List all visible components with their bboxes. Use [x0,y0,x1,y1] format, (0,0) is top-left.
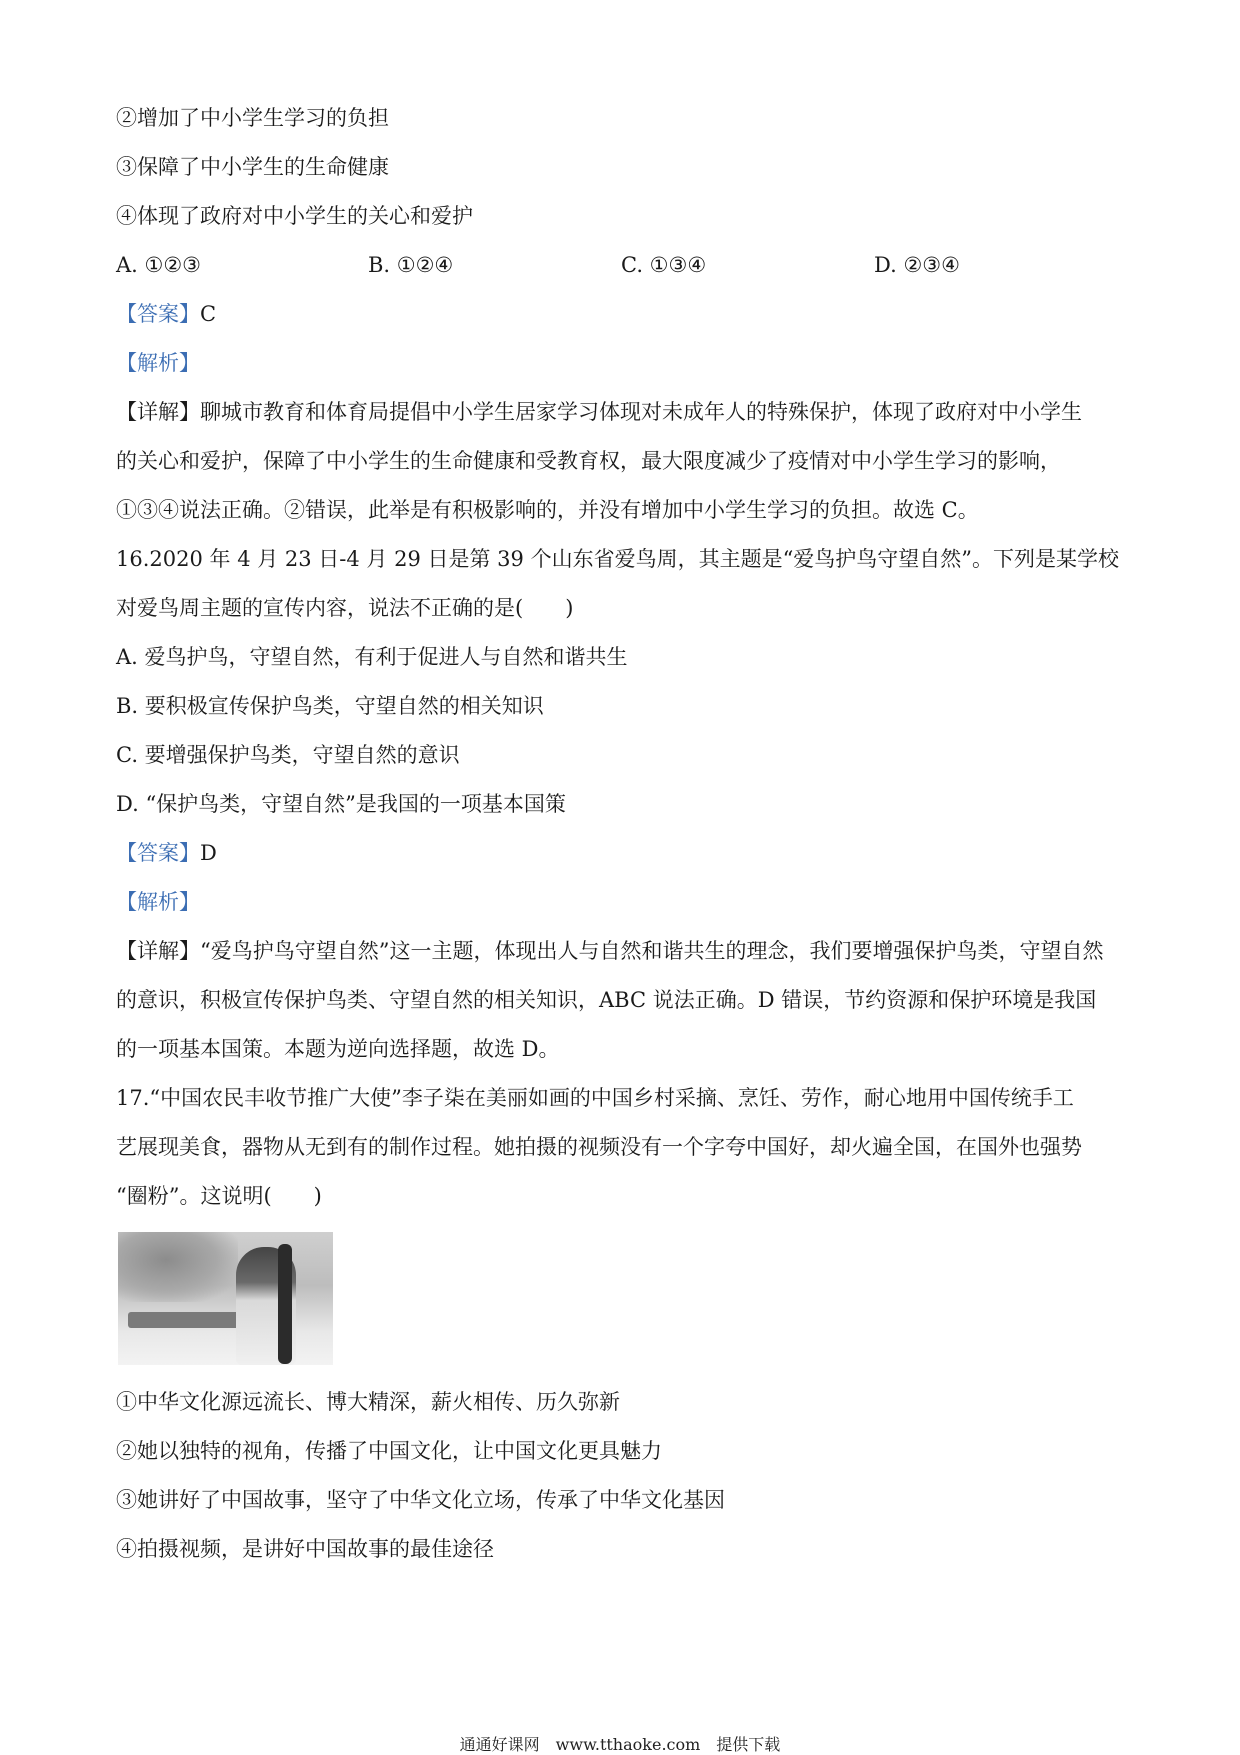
q17-stem-line-2: 艺展现美食，器物从无到有的制作过程。她拍摄的视频没有一个字夸中国好，却火遍全国，在国外也强势 [116,1135,1082,1159]
q15-choice-d: D. ②③④ [874,253,960,277]
q15-answer [116,299,1136,329]
q17-statement-2: ②她以独特的视角，传播了中国文化，让中国文化更具魅力 [116,1439,662,1463]
answer-tag: 【答案】 [116,302,200,326]
illustration-photo [118,1232,333,1365]
option-statement-4: ④体现了政府对中小学生的关心和爱护 [116,204,473,228]
answer-tag: 【答案】 [116,841,200,865]
q16-choice-c: C. 要增强保护鸟类，守望自然的意识 [116,743,460,767]
option-statement-2: ②增加了中小学生学习的负担 [116,106,389,130]
q15-detail-line-1 [116,397,1136,427]
q16-choice-b: B. 要积极宣传保护鸟类，守望自然的相关知识 [116,694,544,718]
detail-tag: 【详解】 [116,939,200,963]
q15-detail-line-2: 的关心和爱护，保障了中小学生的生命健康和受教育权，最大限度减少了疫情对中小学生学习的影响， [116,449,1061,473]
q15-choice-a: A. ①②③ [116,253,201,277]
q16-detail-line-1 [116,936,1136,966]
answer-value: C [200,302,217,326]
detail-text: “爱鸟护鸟守望自然”这一主题，体现出人与自然和谐共生的理念，我们要增强保护鸟类，守望自然 [200,939,1104,963]
q17-statement-3: ③她讲好了中国故事，坚守了中华文化立场，传承了中华文化基因 [116,1488,725,1512]
page-footer: 通通好课网 www.tthaoke.com 提供下载 [459,1735,781,1754]
q15-analysis-heading [116,348,1136,378]
q16-answer [116,838,1136,868]
analysis-tag: 【解析】 [116,351,200,375]
photo-table-shape [128,1312,248,1328]
q16-choice-d: D. “保护鸟类，守望自然”是我国的一项基本国策 [116,792,566,816]
answer-value: D [200,841,217,865]
detail-text: 聊城市教育和体育局提倡中小学生居家学习体现对未成年人的特殊保护，体现了政府对中小学生 [200,400,1082,424]
q16-analysis-heading [116,887,1136,917]
q17-stem-line-1: 17.“中国农民丰收节推广大使”李子柒在美丽如画的中国乡村采摘、烹饪、劳作，耐心地用中国传统手工 [116,1086,1074,1110]
q17-statement-1: ①中华文化源远流长、博大精深，薪火相传、历久弥新 [116,1390,620,1414]
option-statement-3: ③保障了中小学生的生命健康 [116,155,389,179]
photo-hair-shape [278,1244,292,1364]
analysis-tag: 【解析】 [116,890,200,914]
q15-choice-c: C. ①③④ [621,253,707,277]
q16-detail-line-2: 的意识，积极宣传保护鸟类、守望自然的相关知识，ABC 说法正确。D 错误，节约资源和保护环境是我国 [116,988,1097,1012]
q16-choice-a: A. 爱鸟护鸟，守望自然，有利于促进人与自然和谐共生 [116,645,628,669]
q16-stem-line-2: 对爱鸟周主题的宣传内容，说法不正确的是( ) [116,596,574,620]
q17-stem-line-3: “圈粉”。这说明( ) [116,1184,322,1208]
q16-detail-line-3: 的一项基本国策。本题为逆向选择题，故选 D。 [116,1037,560,1061]
q15-choice-b: B. ①②④ [368,253,454,277]
q17-statement-4: ④拍摄视频，是讲好中国故事的最佳途径 [116,1537,494,1561]
q16-stem-line-1: 16.2020 年 4 月 23 日-4 月 29 日是第 39 个山东省爱鸟周，其主题是“爱鸟护鸟守望自然”。下列是某学校 [116,547,1120,571]
detail-tag: 【详解】 [116,400,200,424]
photo-tree-shape [118,1232,238,1302]
q15-detail-line-3: ①③④说法正确。②错误，此举是有积极影响的，并没有增加中小学生学习的负担。故选 C。 [116,498,979,522]
